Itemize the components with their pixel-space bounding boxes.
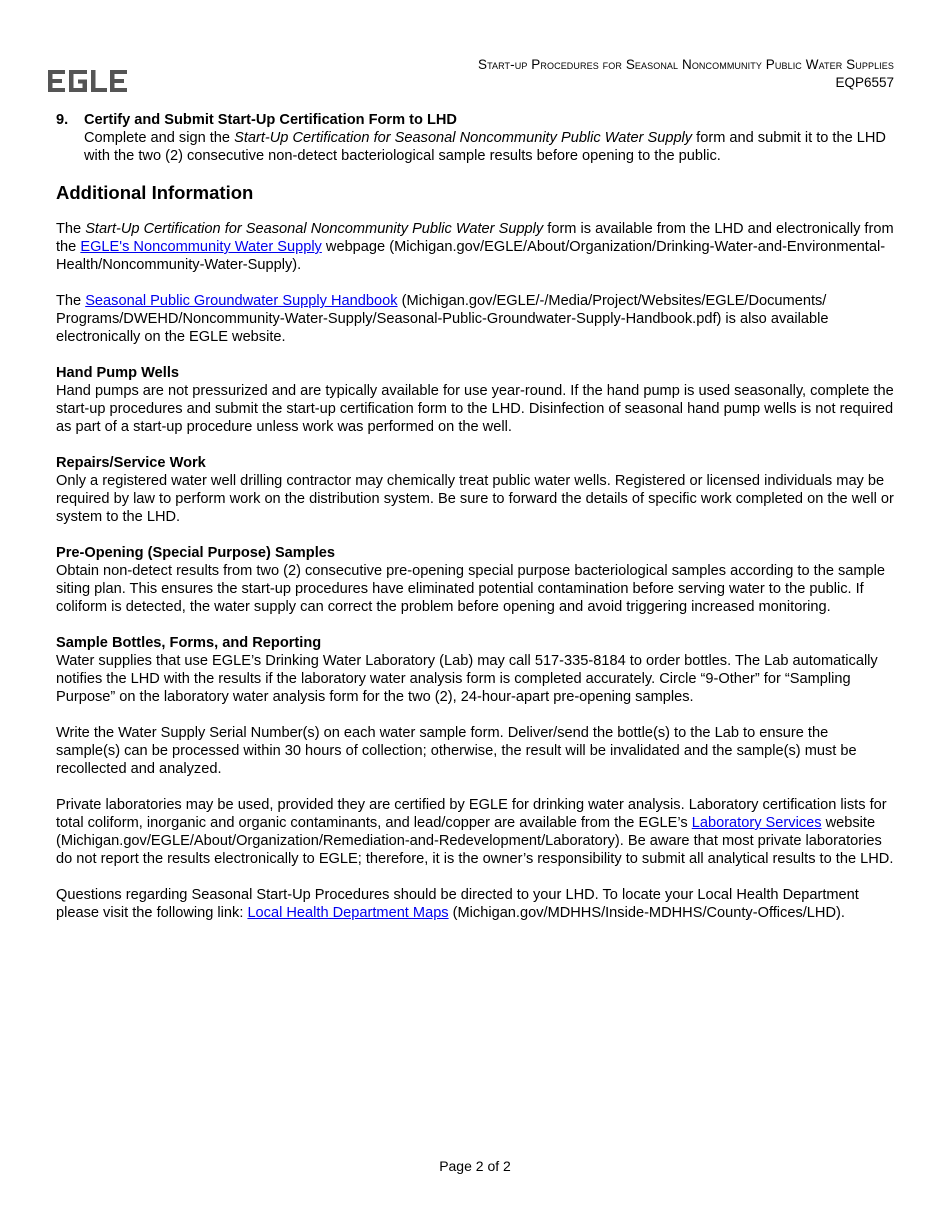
subheading: Repairs/Service Work	[56, 455, 206, 471]
form-name: Start-Up Certification for Seasonal Noncommunity Public Water Supply	[234, 130, 693, 146]
paragraph-form-availability: The Start-Up Certification for Seasonal Noncommunity Public Water Supply form is available from the LHD and electronically from the EGLE's Noncommunity Water Supply webpage (Michigan.gov/EGLE/About/Organization/Drinking-Water-and-Environmental-Health/Noncommunity-Water-Supply).	[56, 221, 894, 273]
paragraph-questions: Questions regarding Seasonal Start-Up Procedures should be directed to your LHD. To locate your Local Health Department please visit the following link: Local Health Department Maps (Michigan.gov/MDHHS/Inside-MDHHS/County-Offices/LHD).	[56, 887, 859, 921]
document-title: Start-up Procedures for Seasonal Noncommunity Public Water Supplies	[477, 57, 894, 72]
step-title: Certify and Submit Start-Up Certification Form to LHD	[84, 112, 457, 128]
link-local-health-department-maps[interactable]: Local Health Department Maps	[247, 905, 449, 921]
subheading: Pre-Opening (Special Purpose) Samples	[56, 545, 335, 561]
page-number: Page 2 of 2	[439, 1158, 511, 1174]
link-noncommunity-water-supply[interactable]: EGLE's Noncommunity Water Supply	[80, 239, 322, 255]
paragraph-private-labs: Private laboratories may be used, provided they are certified by EGLE for drinking water analysis. Laboratory certification lists for total coliform, inorganic and organic contaminants, and lead/copper are available from the EGLE’s Laboratory Services website (Michigan.gov/EGLE/About/Organization/Remediation-and-Redevelopment/Laboratory). Be aware that most private laboratories do not report the results electronically to EGLE; therefore, it is the owner’s responsibility to submit all analytical results to the LHD.	[56, 797, 894, 867]
document-body	[56, 111, 896, 940]
document-header	[478, 56, 894, 92]
document-code: EQP6557	[835, 75, 894, 90]
link-laboratory-services[interactable]: Laboratory Services	[691, 815, 822, 831]
link-seasonal-handbook[interactable]: Seasonal Public Groundwater Supply Handbook	[85, 293, 398, 309]
subheading: Hand Pump Wells	[56, 365, 179, 381]
section-heading-additional-information: Additional Information	[56, 182, 254, 203]
step-number: 9.	[56, 112, 69, 128]
egle-logo	[48, 70, 128, 92]
section-sample-bottles: Sample Bottles, Forms, and Reporting Water supplies that use EGLE’s Drinking Water Laboratory (Lab) may call 517-335-8184 to order bottles. The Lab automatically notifies the LHD with the results if the laboratory water analysis form is completed accurately. Circle “9-Other” for “Sampling Purpose” on the laboratory water analysis form for the two (2), 24-hour-apart pre-opening samples.	[56, 634, 896, 706]
subheading: Sample Bottles, Forms, and Reporting	[56, 635, 322, 651]
section-repairs: Repairs/Service Work Only a registered water well drilling contractor may chemically treat public water wells. Registered or licensed individuals may be required by law to perform work on the distribution system. Be sure to forward the details of specific work completed on the well or system to the LHD.	[56, 454, 896, 526]
step-text: Complete and sign the Start-Up Certification for Seasonal Noncommunity Public Water Supply form and submit it to the LHD with the two (2) consecutive non-detect bacteriological sample results before opening to the public.	[84, 130, 886, 164]
step-9	[56, 111, 896, 165]
paragraph-handbook: The Seasonal Public Groundwater Supply Handbook (Michigan.gov/EGLE/-/Media/Project/Websites/EGLE/Documents/ Programs/DWEHD/Noncommunity-Water-Supply/Seasonal-Public-Groundwater-Supply-Handbook.pdf) is also available electronically on the EGLE website.	[56, 293, 829, 345]
section-hand-pump-wells: Hand Pump Wells Hand pumps are not pressurized and are typically available for use year-round. If the hand pump is used seasonally, complete the start-up procedures and submit the start-up certification form to the LHD. Disinfection of seasonal hand pump wells is not required as part of a start-up procedure unless work was performed on the well.	[56, 364, 896, 436]
section-pre-opening-samples: Pre-Opening (Special Purpose) Samples Obtain non-detect results from two (2) consecutive pre-opening special purpose bacteriological samples according to the sample siting plan. This ensures the start-up procedures have eliminated potential contamination before serving water to the public. If coliform is detected, the water supply can correct the problem before opening and avoid triggering increased monitoring.	[56, 544, 896, 616]
paragraph-serial-number: Write the Water Supply Serial Number(s) on each water sample form. Deliver/send the bottle(s) to the Lab to ensure the sample(s) can be processed within 30 hours of collection; otherwise, the result will be invalidated and the sample(s) must be recollected and analyzed.	[56, 725, 857, 777]
